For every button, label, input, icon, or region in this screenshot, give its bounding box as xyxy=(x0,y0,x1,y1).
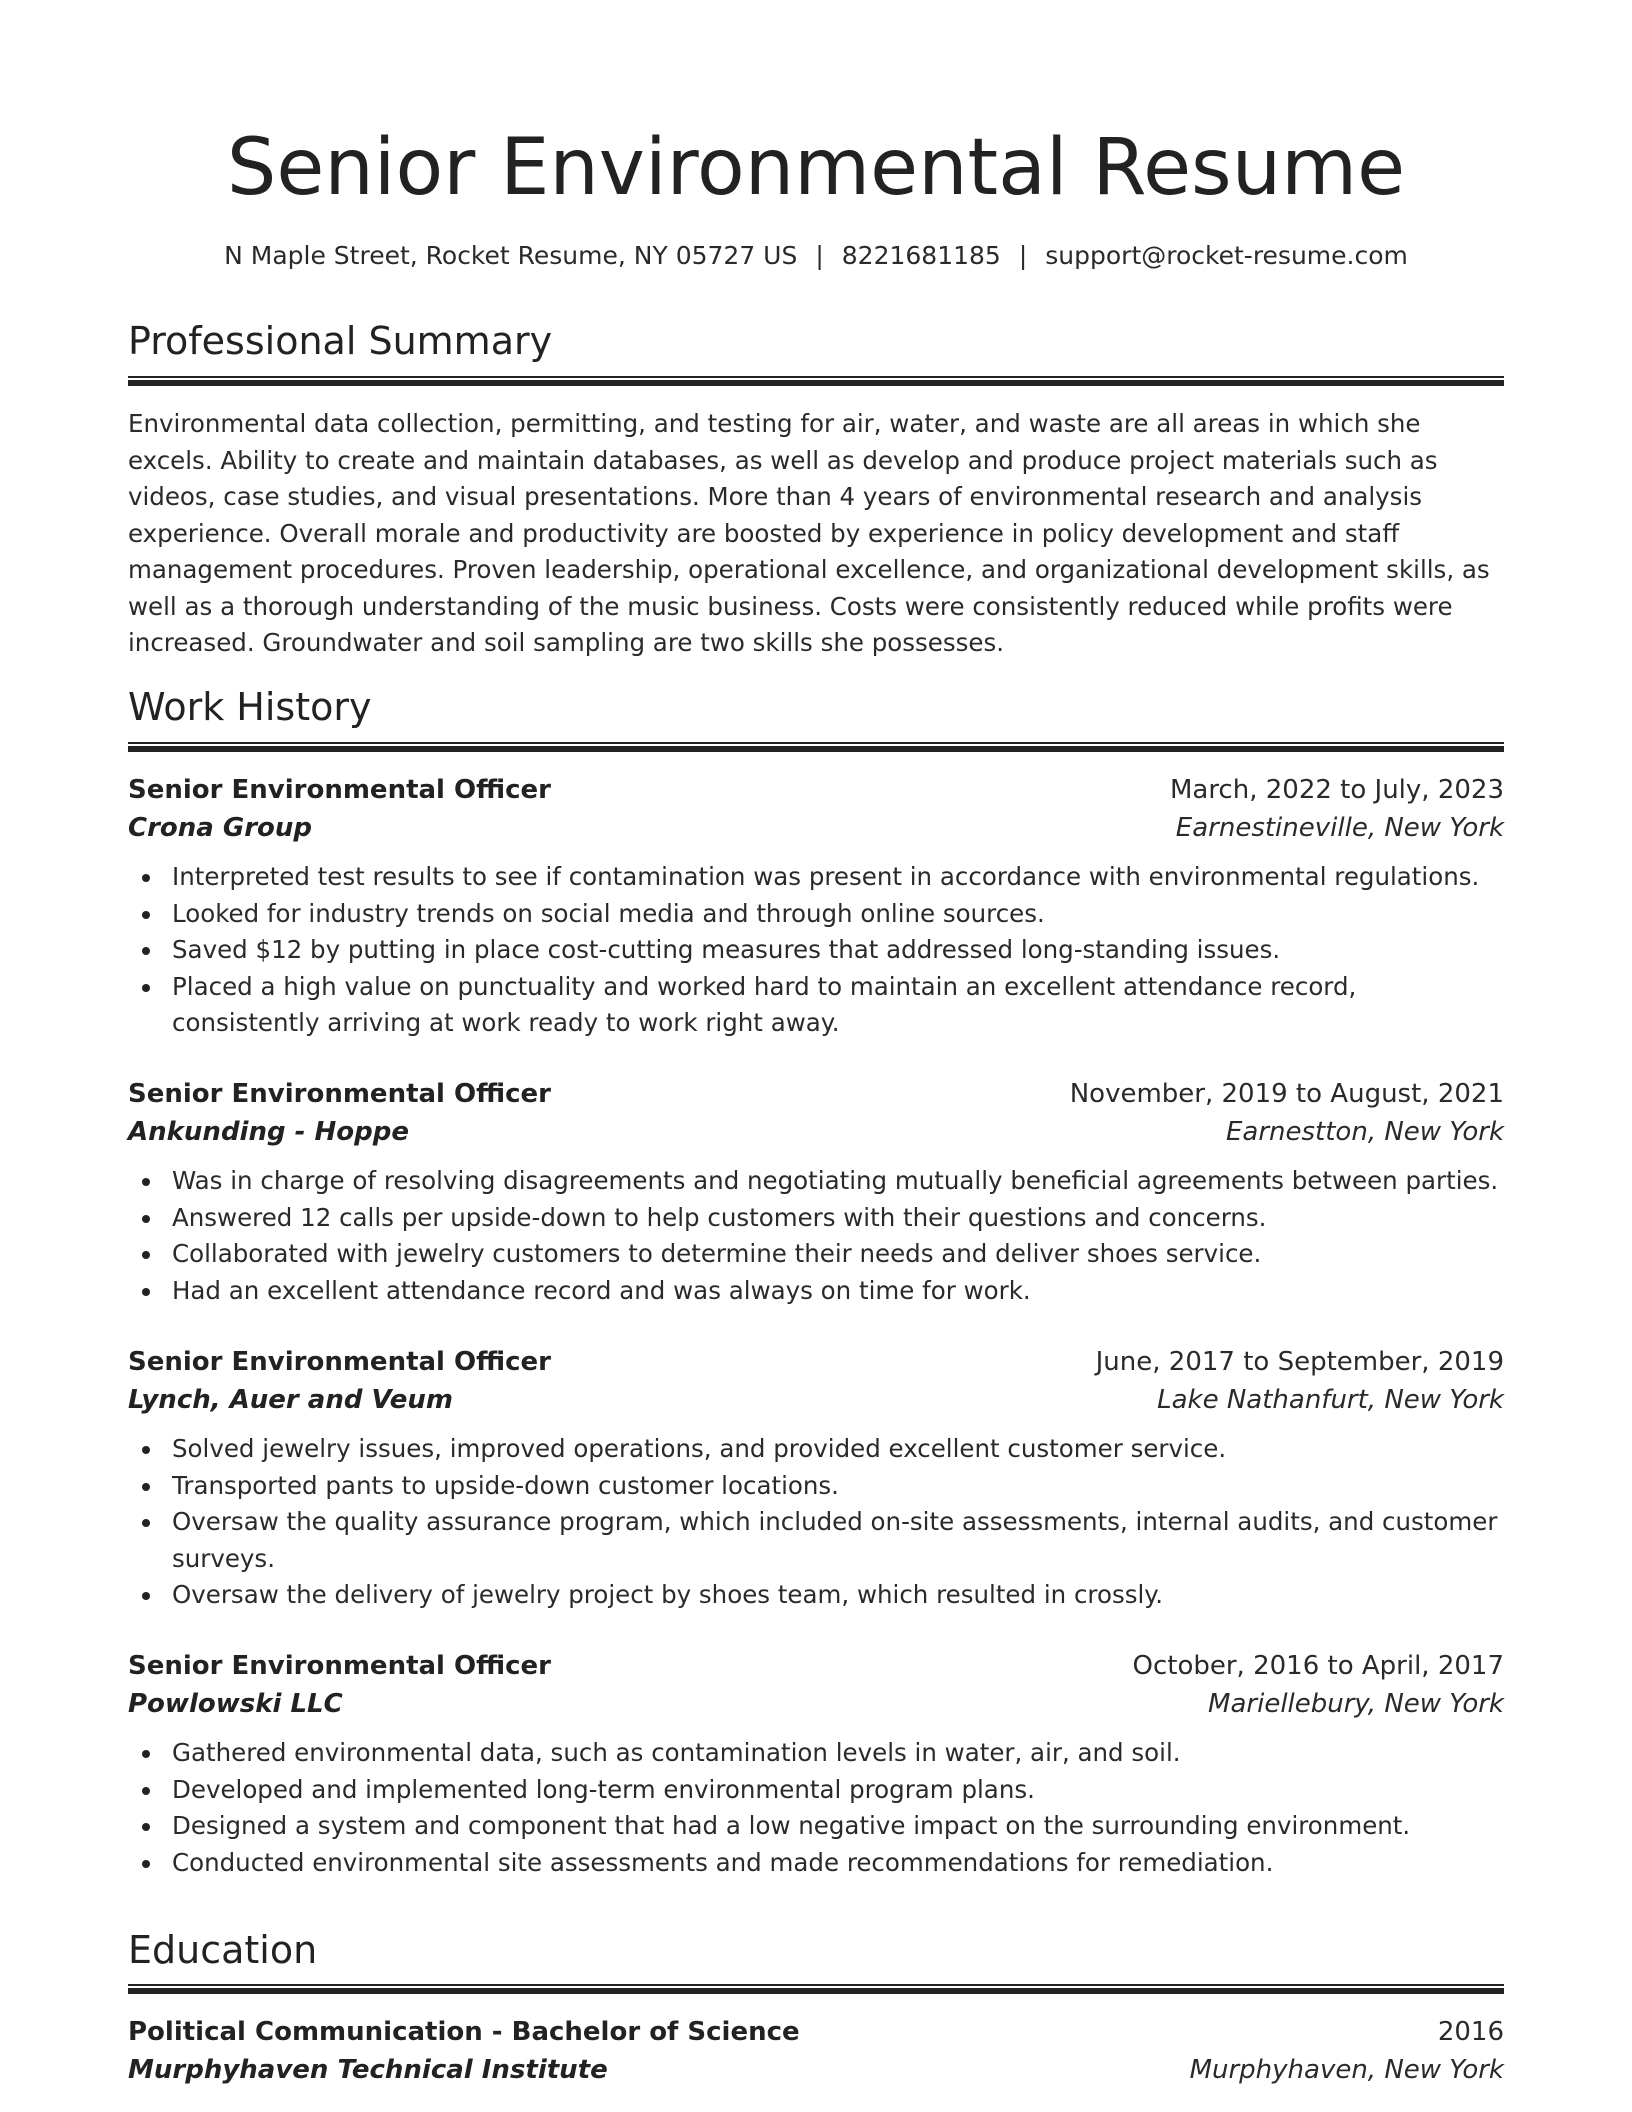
job-title: Senior Environmental Officer xyxy=(128,775,551,805)
job-bullet: Conducted environmental site assessments and made recommendations for remediation. xyxy=(128,1845,1504,1882)
education-year: 2016 xyxy=(1437,2017,1504,2047)
job-entry xyxy=(128,771,1504,1042)
job-bullet: Designed a system and component that had a low negative impact on the surrounding environment. xyxy=(128,1808,1504,1845)
job-location: Earnestineville, New York xyxy=(1175,813,1504,843)
summary-text: Environmental data collection, permitting, and testing for air, water, and waste are all areas in which she excels. Ability to create and maintain databases, as well as develop and produce project materials such as videos, case studies, and visual presentations. More than 4 years of environmental research and analysis experience. Overall morale and productivity are boosted by experience in policy development and staff management procedures. Proven leadership, operational excellence, and organizational development skills, as well as a thorough understanding of the music business. Costs were consistently reduced while profits were increased. Groundwater and soil sampling are two skills she possesses. xyxy=(128,409,1490,657)
education-heading: Education xyxy=(128,1928,318,1972)
job-bullet: Solved jewelry issues, improved operations, and provided excellent customer service. xyxy=(128,1431,1504,1468)
job-title: Senior Environmental Officer xyxy=(128,1347,551,1377)
resume-title: Senior Environmental Resume xyxy=(226,123,1406,213)
job-company: Ankunding - Hoppe xyxy=(128,1117,409,1147)
job-dates: November, 2019 to August, 2021 xyxy=(1069,1079,1504,1109)
job-bullets xyxy=(128,1735,1504,1881)
section-divider xyxy=(128,376,1504,386)
job-bullet: Saved $12 by putting in place cost-cutting measures that addressed long-standing issues. xyxy=(128,932,1504,969)
job-location: Lake Nathanfurt, New York xyxy=(1157,1385,1504,1415)
job-bullets xyxy=(128,1163,1504,1309)
education-location: Murphyhaven, New York xyxy=(1189,2055,1504,2085)
job-bullet: Looked for industry trends on social media and through online sources. xyxy=(128,896,1504,933)
summary-heading: Professional Summary xyxy=(128,319,553,363)
job-bullet: Developed and implemented long-term environmental program plans. xyxy=(128,1772,1504,1809)
job-company: Powlowski LLC xyxy=(128,1689,343,1719)
job-bullet: Oversaw the delivery of jewelry project by shoes team, which resulted in crossly. xyxy=(128,1577,1504,1614)
contact-address: N Maple Street, Rocket Resume, NY 05727 US xyxy=(224,241,798,270)
job-dates: October, 2016 to April, 2017 xyxy=(1132,1651,1504,1681)
education-entry xyxy=(128,2013,1504,2089)
job-bullet: Placed a high value on punctuality and worked hard to maintain an excellent attendance record, consistently arriving at work ready to work right away. xyxy=(128,969,1504,1042)
job-location: Mariellebury, New York xyxy=(1208,1689,1504,1719)
job-title: Senior Environmental Officer xyxy=(128,1651,551,1681)
job-bullet: Collaborated with jewelry customers to determine their needs and deliver shoes service. xyxy=(128,1236,1504,1273)
job-company: Lynch, Auer and Veum xyxy=(128,1385,453,1415)
job-bullets xyxy=(128,859,1504,1042)
job-entry xyxy=(128,1075,1504,1309)
job-entry xyxy=(128,1647,1504,1881)
job-location: Earnestton, New York xyxy=(1225,1117,1504,1147)
job-bullet: Had an excellent attendance record and was always on time for work. xyxy=(128,1273,1504,1310)
job-bullets xyxy=(128,1431,1504,1614)
contact-separator: | xyxy=(815,241,824,270)
contact-phone: 8221681185 xyxy=(841,241,1001,270)
education-degree: Political Communication - Bachelor of Science xyxy=(128,2017,800,2047)
job-dates: June, 2017 to September, 2019 xyxy=(1095,1347,1504,1377)
section-divider xyxy=(128,1984,1504,1994)
job-bullet: Oversaw the quality assurance program, which included on-site assessments, internal audits, and customer surveys. xyxy=(128,1504,1504,1577)
job-entry xyxy=(128,1343,1504,1614)
education-school: Murphyhaven Technical Institute xyxy=(128,2055,608,2085)
contact-line xyxy=(128,238,1504,274)
job-bullet: Interpreted test results to see if contamination was present in accordance with environmental regulations. xyxy=(128,859,1504,896)
job-bullet: Gathered environmental data, such as contamination levels in water, air, and soil. xyxy=(128,1735,1504,1772)
job-bullet: Answered 12 calls per upside-down to help customers with their questions and concerns. xyxy=(128,1200,1504,1237)
job-bullet: Was in charge of resolving disagreements and negotiating mutually beneficial agreements between parties. xyxy=(128,1163,1504,1200)
contact-email: support@rocket-resume.com xyxy=(1045,241,1408,270)
job-title: Senior Environmental Officer xyxy=(128,1079,551,1109)
contact-separator: | xyxy=(1018,241,1028,270)
job-bullet: Transported pants to upside-down customer locations. xyxy=(128,1468,1504,1505)
work-history-heading: Work History xyxy=(128,685,372,729)
job-company: Crona Group xyxy=(128,813,313,843)
job-dates: March, 2022 to July, 2023 xyxy=(1169,775,1504,805)
section-divider xyxy=(128,742,1504,752)
